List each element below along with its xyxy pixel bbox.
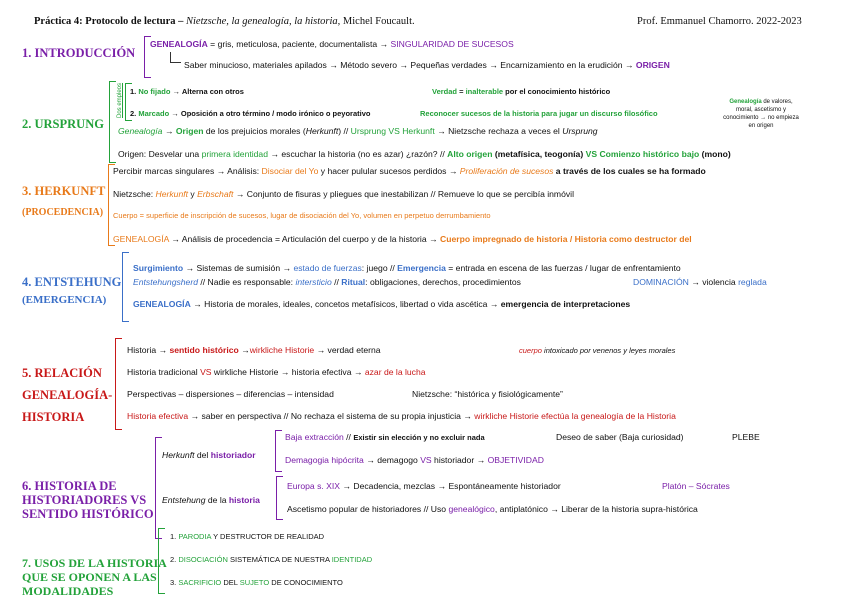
s2-l3-sep: ) //	[338, 126, 351, 136]
section-5-title-1: 5. RELACIÓN	[22, 366, 102, 380]
section-7-title-2: QUE SE OPONEN A LAS	[22, 570, 157, 584]
parodia: PARODIA	[178, 532, 212, 541]
existir-sin-eleccion: Existir sin elección y no excluir nada	[353, 433, 485, 442]
comienzo-historico: VS Comienzo histórico bajo	[585, 149, 700, 159]
s4-l1-text2: = entrada en escena de las fuerzas / lugar de enfrentamiento	[445, 263, 681, 273]
demagogia: Demagogia hipócrita	[285, 455, 364, 465]
s5-line-3: Perspectivas – dispersiones – diferencias – intensidad	[127, 389, 334, 399]
section-4-title: 4. ENTSTEHUNG	[22, 275, 122, 289]
s7-line-1	[170, 532, 324, 541]
s6-e2-text: Ascetismo popular de historiadores // Uso	[287, 504, 449, 514]
section-5-title-3: HISTORIA	[22, 410, 85, 424]
s7-l2-text: SISTEMÁTICA DE NUESTRA	[227, 555, 332, 564]
genealogia-italic: Genealogía	[118, 126, 163, 136]
title-italic: Nietzsche, la genealogía, la historia,	[186, 16, 341, 27]
s3-l2-text: Nietzsche:	[113, 189, 156, 199]
s3-line-3: Cuerpo = superficie de inscripción de sucesos, lugar de disociación del Yo, volumen en perpetuo derrumbamiento	[113, 211, 491, 220]
historia-efectiva: Historia efectiva	[127, 411, 189, 421]
s3-line-4	[113, 234, 692, 244]
s4-dominacion	[633, 277, 767, 287]
s6-h2-text2: historiador →	[431, 455, 488, 465]
s5-verdad: → verdad eterna	[314, 345, 381, 355]
section-5-bracket	[115, 338, 122, 430]
dominacion: DOMINACIÓN	[633, 277, 689, 287]
s3-l1-text: Percibir marcas singulares → Análisis:	[113, 166, 262, 176]
dela-6: de la	[205, 495, 229, 505]
disociar-yo: Disociar del Yo	[261, 166, 319, 176]
s7-line-2	[170, 555, 372, 564]
herkunft-bracket	[275, 430, 282, 472]
section-6-title-2: HISTORIADORES VS	[22, 493, 147, 507]
emergencia-interpretaciones: emergencia de interpretaciones	[500, 299, 631, 309]
alto-origen: Alto origen	[447, 149, 493, 159]
section-2-title: 2. URSPRUNG	[22, 117, 104, 131]
verdad-term: Verdad	[432, 87, 458, 96]
s6-e2	[287, 504, 698, 514]
s2-l1-num: 1.	[130, 87, 139, 96]
wirkliche-genealogia: wirkliche Historie efectúa la genealogía de la Historia	[474, 411, 676, 421]
sujeto: SUJETO	[239, 578, 270, 587]
section-7-title-1: 7. USOS DE LA HISTORIA	[22, 556, 167, 570]
s2-line-4	[118, 149, 731, 159]
disociacion: DISOCIACIÓN	[178, 555, 228, 564]
s2-reconocer: Reconocer sucesos de la historia para jugar un discurso filosófico	[420, 109, 658, 118]
s2-eq: =	[457, 87, 466, 96]
s7-l1-text: Y DESTRUCTOR DE REALIDAD	[211, 532, 325, 541]
s7-l3-text: DE CONOCIMIENTO	[269, 578, 343, 587]
s1-line-1	[150, 39, 514, 49]
section-6-title-1: 6. HISTORIA DE	[22, 479, 117, 493]
s2-verdad	[432, 87, 610, 96]
europa-xix: Europa s. XIX	[287, 481, 341, 491]
s2-l4-meta: (metafísica, teogonía)	[492, 149, 586, 159]
s2-side-note	[722, 98, 800, 130]
s3-l4-text: → Análisis de procedencia = Articulación del cuerpo y de la historia →	[168, 234, 440, 244]
s4-juego: : juego //	[361, 263, 398, 273]
section-4-subtitle: (EMERGENCIA)	[22, 294, 107, 306]
herkunft-orange: Herkunft	[155, 189, 188, 199]
del-6: del	[194, 450, 211, 460]
s6-h2	[285, 455, 544, 465]
s5-cuerpo-text: intoxicado por venenos y leyes morales	[541, 346, 676, 355]
s3-line-2	[113, 189, 574, 199]
s7-n3: 3.	[170, 578, 179, 587]
s1-l2-text: Saber minucioso, materiales apilados → Método severo → Pequeñas verdades → Encarnizamiento en la erudición →	[184, 60, 636, 70]
inalterable-term: inalterable	[465, 87, 504, 96]
section-7-bracket	[158, 528, 165, 594]
s2-l4-mono: (mono)	[699, 149, 731, 159]
section-4-bracket	[122, 252, 129, 322]
s2-l4-text: Origen: Desvelar una	[118, 149, 202, 159]
herkunft-historiador	[162, 450, 256, 460]
no-fijado-term: No fijado	[138, 87, 171, 96]
s7-n2: 2.	[170, 555, 179, 564]
s6-e1-text: → Decadencia, mezclas → Espontáneamente historiador	[340, 481, 561, 491]
s5-line-2	[127, 367, 426, 377]
s5-l4-text: → saber en perspectiva // No rechaza el sistema de su propia injusticia →	[188, 411, 475, 421]
s6-sep: //	[343, 432, 354, 442]
s2-l2-num: 2.	[130, 109, 139, 118]
s5-l2-text2: wirkliche Historie → historia efectiva →	[211, 367, 365, 377]
s4-line-1	[133, 263, 681, 273]
estado-fuerzas: estado de fuerzas	[293, 263, 362, 273]
note-genealogia: Genealogía	[729, 99, 762, 105]
objetividad: OBJETIVIDAD	[487, 455, 544, 465]
section-6-title-3: SENTIDO HISTÓRICO	[22, 507, 154, 521]
proliferacion: Proliferación de sucesos	[459, 166, 554, 176]
genealogia-orange: GENEALOGÍA	[113, 234, 169, 244]
entstehungsherd: Entstehungsherd	[133, 277, 198, 287]
s6-e2-text2: , antiplatónico → Liberar de la historia supra-histórica	[494, 504, 698, 514]
title-author: Michel Foucault.	[340, 16, 415, 27]
entstehung-6: Entstehung	[162, 495, 206, 505]
s4-line-3	[133, 299, 630, 309]
origen-term: ORIGEN	[635, 60, 670, 70]
s6-h2-text: → demagogo	[363, 455, 421, 465]
s4-l1-text: → Sistemas de sumisión →	[183, 263, 294, 273]
section-7-title-3: MODALIDADES	[22, 584, 114, 598]
title-bold: Práctica 4: Protocolo de lectura –	[34, 16, 186, 27]
identidad: IDENTIDAD	[331, 555, 373, 564]
cuerpo-impregnado: Cuerpo impregnado de historia / Historia como destructor del	[439, 234, 692, 244]
singularidad-term: SINGULARIDAD DE SUCESOS	[390, 39, 514, 49]
s2-line-2	[130, 109, 370, 118]
s2-l1-text: → Alterna con otros	[170, 87, 244, 96]
entstehung-historia	[162, 495, 260, 505]
historiador-6: historiador	[210, 450, 256, 460]
ritual: Ritual	[341, 277, 366, 287]
ursprung-vs-herkunft: Ursprung VS Herkunft	[350, 126, 435, 136]
s5-line-4	[127, 411, 676, 421]
baja-extraccion: Baja extracción	[285, 432, 344, 442]
s4-violencia: → violencia	[688, 277, 739, 287]
s5-vs: VS	[200, 367, 212, 377]
marcado-term: Marcado	[138, 109, 170, 118]
s5-nietzsche-quote: Nietzsche: “histórica y fisiológicamente”	[412, 389, 563, 399]
s7-line-3	[170, 578, 343, 587]
genealogico: genealógico	[448, 504, 495, 514]
s2-line-3	[118, 126, 598, 136]
s3-y: y	[188, 189, 198, 199]
azar-lucha: azar de la lucha	[364, 367, 426, 377]
herkunft-6: Herkunft	[162, 450, 195, 460]
section-6-bracket	[155, 437, 162, 539]
section-1-title: 1. INTRODUCCIÓN	[22, 46, 136, 60]
s4-l2-text2: : obligaciones, derechos, procedimientos	[365, 277, 521, 287]
ursprung-italic: Ursprung	[562, 126, 598, 136]
dos-empleos-label: Dos empleos	[117, 82, 123, 118]
s5-cuerpo-note	[519, 346, 675, 355]
s1-l1-text: = gris, meticulosa, paciente, documentalista →	[207, 39, 391, 49]
s2-l3-text: de los prejuicios morales (	[203, 126, 306, 136]
professor-credit: Prof. Emmanuel Chamorro. 2022-2023	[637, 16, 802, 27]
s3-l1-text3: a través de los cuales se ha formado	[553, 166, 706, 176]
s7-n1: 1.	[170, 532, 179, 541]
s6-plebe: PLEBE	[732, 432, 760, 442]
erbschaft-orange: Erbschaft	[197, 189, 234, 199]
genealogia-term: GENEALOGÍA	[150, 39, 208, 49]
wirkliche-historie: wirkliche Historie	[249, 345, 315, 355]
s6-h1	[285, 432, 485, 442]
surgimiento: Surgimiento	[133, 263, 184, 273]
historia-6: historia	[228, 495, 260, 505]
s4-line-2	[133, 277, 521, 287]
origen-green: Origen	[175, 126, 204, 136]
page-title	[34, 16, 415, 27]
note-text: de valores, moral, ascetismo y conocimiento → no empieza en origen	[723, 99, 799, 129]
s7-del: DEL	[221, 578, 240, 587]
s2-l4-text2: → escuchar la historia (no es azar) ¿razón? //	[268, 149, 448, 159]
s5-l1-text: Historia →	[127, 345, 170, 355]
entstehung-bracket	[276, 476, 283, 520]
section-5-title-2: GENEALOGÍA-	[22, 388, 113, 402]
s1-line-2	[184, 60, 670, 70]
cuerpo-term: cuerpo	[519, 346, 542, 355]
s3-line-1	[113, 166, 706, 176]
arrow-connector	[170, 52, 181, 63]
s3-l1-text2: y hacer pulular sucesos perdidos →	[318, 166, 460, 176]
s2-l2-text: → Oposición a otro término / modo irónico o peyorativo	[169, 109, 371, 118]
s5-line-1	[127, 345, 381, 355]
s6-vs: VS	[420, 455, 432, 465]
section-3-title: 3. HERKUNFT	[22, 184, 106, 198]
s2-line-1	[130, 87, 244, 96]
s5-l2-text: Historia tradicional	[127, 367, 201, 377]
s2-l3-text2: → Nietzsche rechaza a veces el	[434, 126, 563, 136]
sentido-historico: sentido histórico	[169, 345, 239, 355]
s2-verdad-text: por el conocimiento histórico	[503, 87, 611, 96]
s5-arrow: →	[238, 345, 250, 355]
platon-socrates: Platón – Sócrates	[662, 481, 730, 491]
s6-e1	[287, 481, 561, 491]
intersticio: intersticio	[295, 277, 332, 287]
arrow: →	[162, 126, 176, 136]
genealogia-blue: GENEALOGÍA	[133, 299, 191, 309]
emergencia: Emergencia	[397, 263, 446, 273]
section-2-bracket	[109, 81, 116, 163]
primera-identidad: primera identidad	[201, 149, 268, 159]
sacrificio: SACRIFICIO	[178, 578, 222, 587]
s4-l3-text: → Historia de morales, ideales, concetos metafísicos, libertad o vida ascética →	[190, 299, 501, 309]
s4-l2-text: // Nadie es responsable:	[197, 277, 296, 287]
s3-l2-text2: → Conjunto de fisuras y pliegues que inestabilizan // Remueve lo que se percibía inmóvil	[233, 189, 574, 199]
s4-sep: //	[331, 277, 342, 287]
section-3-subtitle: (PROCEDENCIA)	[22, 207, 104, 218]
herkunft-italic: Herkunft	[305, 126, 339, 136]
reglada: reglada	[738, 277, 767, 287]
s6-deseo: Deseo de saber (Baja curiosidad)	[556, 432, 684, 442]
